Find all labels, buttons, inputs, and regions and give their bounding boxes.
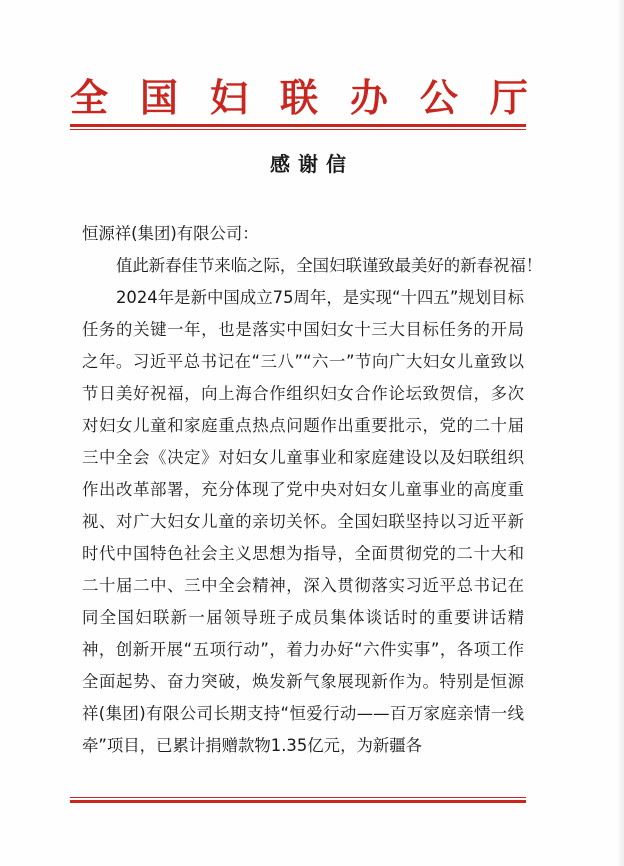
paragraph-main: 2024年是新中国成立75周年，是实现“十四五”规划目标任务的关键一年，也是落实中国妇女十三大目标任务的开局之年。习近平总书记在“三八”“六一”节向广大妇女儿童致以节日美好祝福，向上海合作组织妇女合作论坛致贺信，多次对妇女儿童和家庭重点热点问题作出重要批示，党的二十届三中全会《决定》对妇女儿童事业和家庭建设以及妇联组织作出改革部署，充分体现了党中央对妇女儿童事业的高度重视、对广大妇女儿童的亲切关怀。全国妇联坚持以习近平新时代中国特色社会主义思想为指导，全面贯彻党的二十大和二十届二中、三中全会精神，深入贯彻落实习近平总书记在同全国妇联新一届领导班子成员集体谈话时的重要讲话精神，创新开展“五项行动”，着力办好“六件实事”，各项工作全面起势、奋力突破，焕发新气象展现新作为。特别是恒源祥(集团)有限公司长期支持“恒爱行动——百万家庭亲情一线牵”项目，已累计捐赠款物1.35亿元，为新疆各 (82, 288, 524, 755)
letterhead-char: 国 (139, 75, 178, 120)
page-edge-shadow (616, 0, 624, 866)
footer-rule-thick (70, 800, 526, 803)
letter-title: 感谢信 (270, 152, 354, 176)
letterhead-char: 办 (349, 75, 388, 120)
letterhead-char: 公 (419, 75, 458, 120)
letterhead-rule-thin (70, 129, 526, 130)
letterhead-title (70, 72, 528, 124)
letter-body (82, 218, 543, 762)
letterhead-char: 全 (70, 75, 109, 120)
letterhead-char: 联 (279, 75, 318, 120)
paragraph-greeting: 值此新春佳节来临之际，全国妇联谨致最美好的新春祝福！ (116, 256, 543, 275)
letterhead-char: 妇 (209, 75, 248, 120)
footer-rule-thin (70, 797, 526, 798)
letterhead-rule-thick (70, 124, 526, 127)
letterhead-char: 厅 (489, 75, 528, 120)
salutation: 恒源祥(集团)有限公司： (82, 224, 259, 243)
